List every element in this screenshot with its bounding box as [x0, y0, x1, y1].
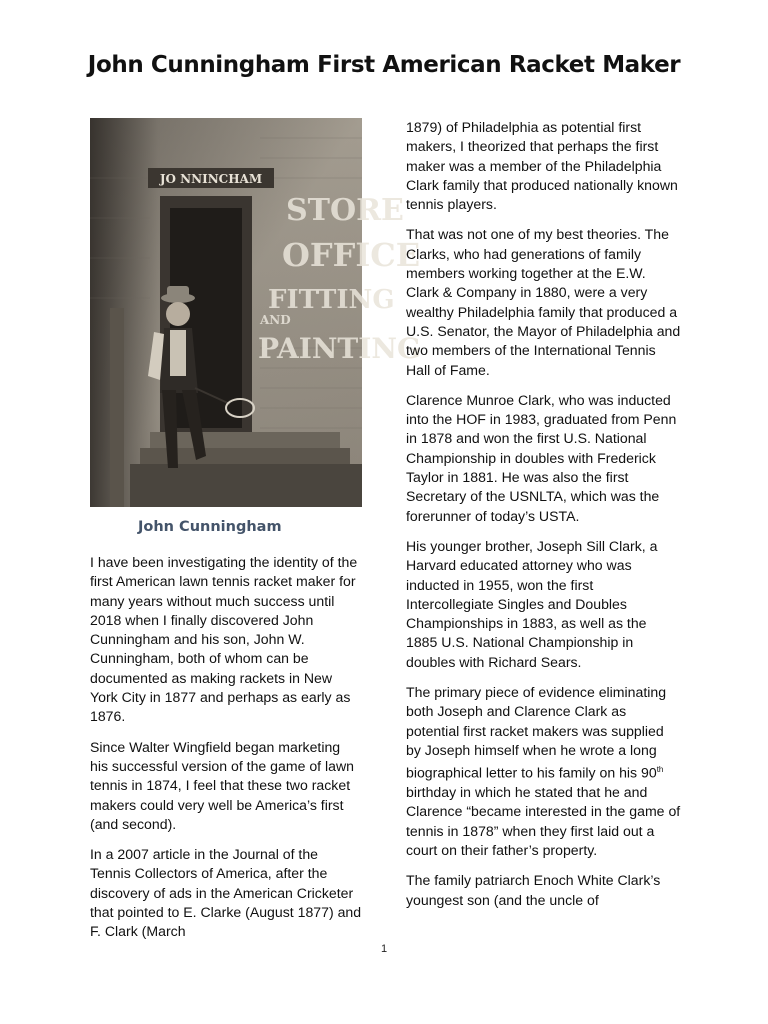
paragraph: His younger brother, Joseph Sill Clark, a Harvard educated attorney who was inducted in 1955, won the first Intercollegiate Singles and Doubles Championships in 1883, as well as the 1885 U.S. National Championship in doubles with Richard Sears. [406, 537, 658, 670]
paragraph: In a 2007 article in the Journal of the Tennis Collectors of America, after the discovery of ads in the American Cricketer that pointed to E. Clarke (August 1877) and F. Clark (March [90, 846, 362, 940]
svg-text:FITTING: FITTING [268, 285, 395, 315]
svg-text:OFFICE: OFFICE [282, 236, 421, 274]
right-column [406, 118, 681, 921]
svg-text:AND: AND [260, 313, 291, 327]
paragraph-text: The primary piece of evidence eliminating both Joseph and Clarence Clark as potential first racket makers was supplied by Joseph himself when he wrote a long biographical letter to his family on his 90 [406, 684, 667, 781]
paragraph: 1879) of Philadelphia as potential first makers, I theorized that perhaps the first maker was a member of the Philadelphia Clark family that produced nationally known tennis players. [406, 119, 678, 213]
john-cunningham-photo [90, 118, 421, 507]
superscript: th [656, 765, 664, 775]
paragraph [406, 683, 681, 860]
left-column [90, 553, 362, 953]
svg-text:PAINTING: PAINTING [258, 332, 421, 365]
paragraph: That was not one of my best theories. The Clarks, who had generations of family members working together at the E.W. Clark & Company in 1880, were a very wealthy Philadelphia family that produced a U.S. Senator, the Mayor of Philadelphia and two members of the International Tennis Hall of Fame. [406, 226, 681, 378]
svg-text:STORE: STORE [286, 193, 404, 228]
paragraph: Since Walter Wingfield began marketing his successful version of the game of lawn tennis in 1874, I feel that these two racket makers could very well be America’s first (and second). [90, 738, 354, 832]
paragraph: The family patriarch Enoch White Clark’s youngest son (and the uncle of [406, 872, 661, 908]
svg-text:JO NNINCHAM: JO NNINCHAM [159, 172, 263, 186]
photo-caption: John Cunningham [138, 519, 282, 535]
paragraph-text: birthday in which he stated that he and Clarence “became interested in the game of tennis in 1878” when they first laid out a court on their father’s property. [406, 784, 681, 859]
document-title: John Cunningham First American Racket Maker [87, 52, 681, 78]
paragraph: I have been investigating the identity of the first American lawn tennis racket maker for many years without much success until 2018 when I finally discovered John Cunningham and his son, John W. Cunningham, both of whom can be documented as making rackets in New York City in 1877 and perhaps as early as 1876. [90, 554, 358, 725]
paragraph: Clarence Munroe Clark, who was inducted into the HOF in 1983, graduated from Penn in 1878 and won the first U.S. National Championship in doubles with Frederick Taylor in 1881. He was also the first Secretary of the USNLTA, which was the forerunner of today’s USTA. [406, 391, 677, 524]
page-number: 1 [380, 943, 388, 955]
